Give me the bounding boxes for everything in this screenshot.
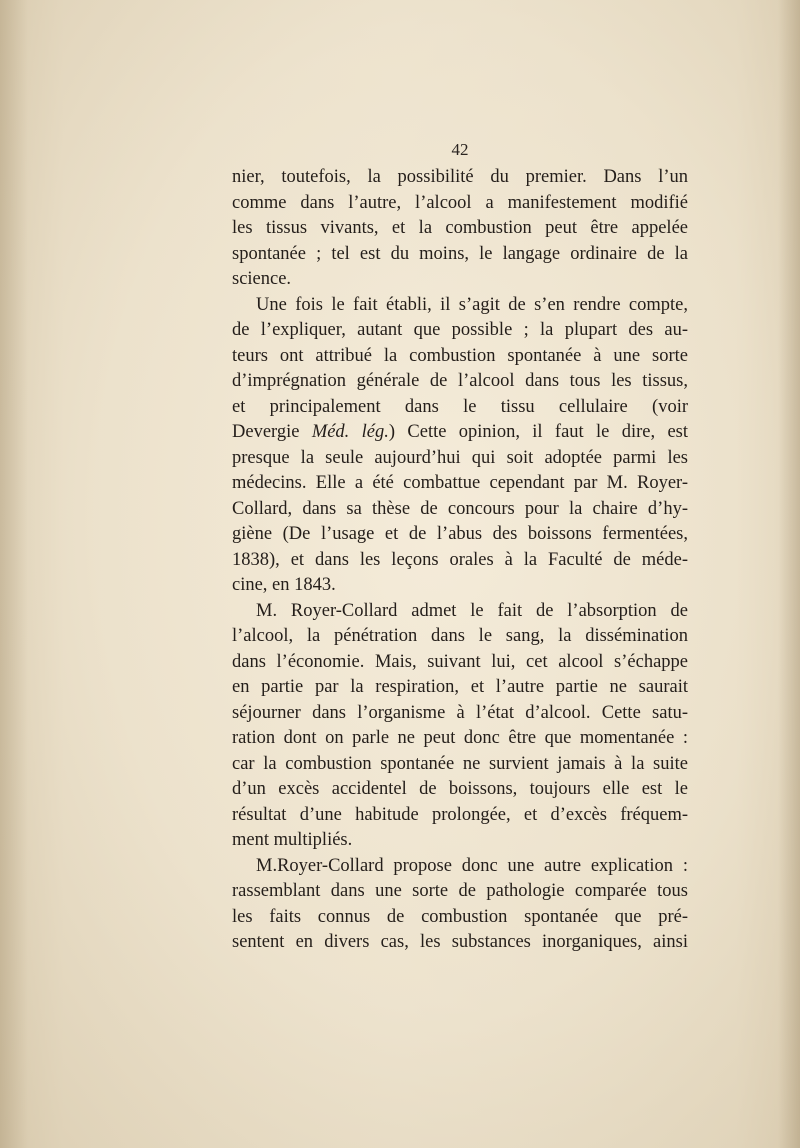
text-line	[232, 752, 688, 778]
text-line	[232, 930, 688, 956]
text-line	[232, 726, 688, 752]
text-line-content: de l’expliquer, autant que possible ; la plupart des au-	[232, 320, 688, 340]
text-line-content: séjourner dans l’organisme à l’état d’alcool. Cette satu-	[232, 702, 688, 723]
text-line-content: l’alcool, la pénétration dans le sang, la dissémination	[232, 626, 688, 646]
text-line	[232, 879, 688, 905]
text-line-content: M.Royer-Collard propose donc une autre explication :	[256, 855, 688, 876]
text-line	[232, 471, 688, 497]
text-line	[232, 803, 688, 829]
text-line-content: 1838), et dans les leçons orales à la Faculté de méde-	[232, 549, 688, 570]
text-line-content: sentent en divers cas, les substances inorganiques, ainsi	[232, 932, 688, 952]
text-line	[232, 293, 688, 319]
text-line-content: d’imprégnation générale de l’alcool dans tous les tissus,	[232, 371, 688, 391]
text-line	[232, 242, 688, 268]
text-line-content: cine, en 1843.	[232, 575, 336, 595]
text-line-content: comme dans l’autre, l’alcool a manifestement modifié	[232, 192, 688, 213]
text-line-content: M. Royer-Collard admet le fait de l’absorption de	[256, 600, 688, 621]
text-line	[232, 395, 688, 421]
text-line-content: science.	[232, 269, 292, 289]
text-line-content: presque la seule aujourd’hui qui soit adoptée parmi les	[232, 447, 688, 468]
text-line	[232, 191, 688, 217]
text-line	[232, 216, 688, 242]
text-line-content: ment multipliés.	[232, 830, 353, 850]
text-line	[232, 446, 688, 472]
text-line	[232, 675, 688, 701]
text-line-content: ration dont on parle ne peut donc être que momentanée :	[232, 728, 688, 748]
text-line	[232, 777, 688, 803]
text-line-content: rassemblant dans une sorte de pathologie comparée tous	[232, 881, 688, 901]
text-line	[232, 854, 688, 880]
text-line	[232, 165, 688, 191]
page-number: 42	[451, 140, 469, 159]
text-line-content: car la combustion spontanée ne survient jamais à la suite	[232, 753, 688, 774]
text-line	[232, 497, 688, 523]
text-line	[232, 548, 688, 574]
text-line	[232, 420, 688, 446]
text-line-content: giène (De l’usage et de l’abus des boissons fermentées,	[232, 524, 688, 544]
text-line-content: Une fois le fait établi, il s’agit de s’en rendre compte,	[256, 294, 688, 315]
text-line-content: spontanée ; tel est du moins, le langage ordinaire de la	[232, 243, 688, 264]
text-line	[232, 267, 688, 293]
text-line	[232, 650, 688, 676]
text-line-content: dans l’économie. Mais, suivant lui, cet alcool s’échappe	[232, 651, 688, 672]
text-line	[232, 344, 688, 370]
text-line-content: médecins. Elle a été combattue cependant par M. Royer-	[232, 473, 688, 493]
text-line-content: résultat d’une habitude prolongée, et d’excès fréquem-	[232, 804, 688, 825]
text-line	[232, 369, 688, 395]
text-line-content: et principalement dans le tissu cellulaire (voir	[232, 396, 688, 417]
text-line-continuation: ) Cette opinion, il faut le dire, est	[388, 422, 688, 442]
text-line-content: teurs ont attribué la combustion spontanée à une sorte	[232, 345, 688, 366]
text-line-content: Devergie	[232, 422, 312, 442]
text-line	[232, 905, 688, 931]
body-text	[232, 165, 688, 956]
text-line-content: Collard, dans sa thèse de concours pour la chaire d’hy-	[232, 498, 688, 519]
text-line-content: nier, toutefois, la possibilité du premier. Dans l’un	[232, 167, 688, 187]
text-line-content: en partie par la respiration, et l’autre partie ne saurait	[232, 677, 688, 697]
text-line-content: d’un excès accidentel de boissons, toujours elle est le	[232, 779, 688, 799]
text-line-content: les faits connus de combustion spontanée que pré-	[232, 906, 688, 927]
text-line	[232, 701, 688, 727]
text-line-content: les tissus vivants, et la combustion peut être appelée	[232, 218, 688, 238]
text-line	[232, 573, 688, 599]
italic-citation: Méd. lég.	[311, 422, 389, 442]
text-line	[232, 828, 688, 854]
text-line	[232, 318, 688, 344]
text-line	[232, 624, 688, 650]
text-line	[232, 522, 688, 548]
text-line	[232, 599, 688, 625]
